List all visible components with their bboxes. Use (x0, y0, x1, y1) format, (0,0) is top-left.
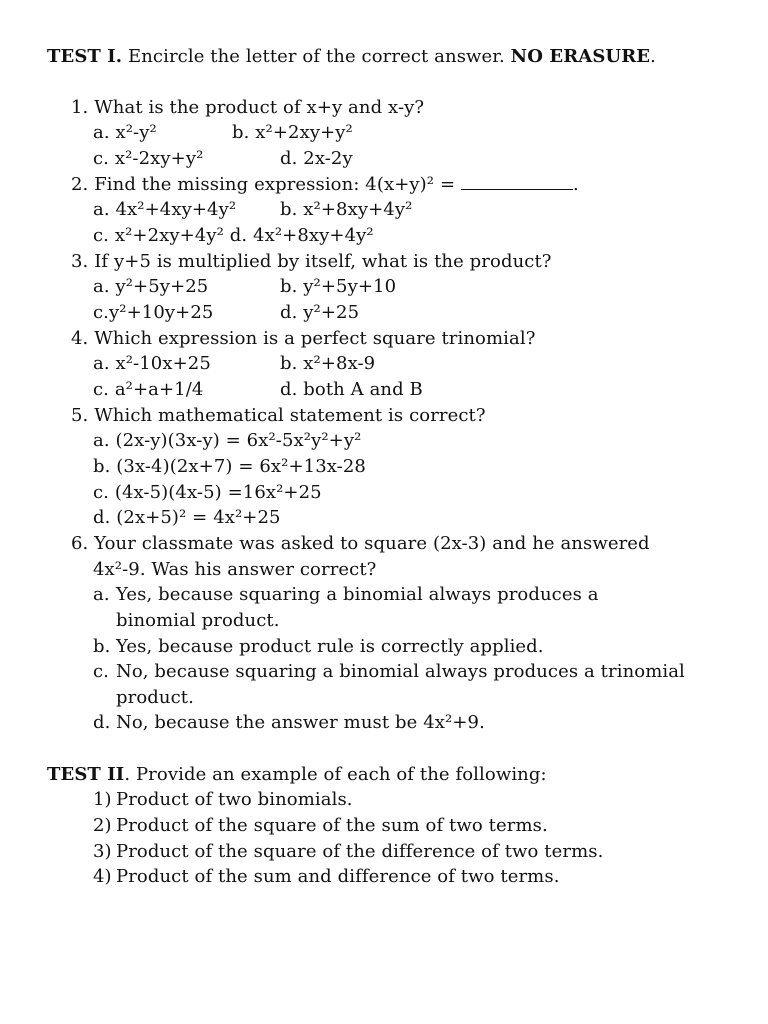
q6-option-b-line1: Yes, because product rule is correctly applied. (116, 636, 544, 657)
q6-stem-line2: 4x²-9. Was his answer correct? (93, 559, 377, 580)
q2-option-b: b. x²+8xy+4y² (280, 199, 413, 220)
q6-option-a-letter: a. (93, 584, 110, 605)
test2-item-num: 2) (93, 815, 112, 836)
q2-stem-line (71, 174, 579, 196)
test2-instruction: . Provide an example of each of the following: (124, 764, 547, 785)
q1-stem: 1. What is the product of x+y and x-y? (71, 97, 425, 118)
q3-option-d: d. y²+25 (280, 302, 360, 323)
q6-stem-line1: 6. Your classmate was asked to square (2x-3) and he answered (71, 533, 650, 554)
test2-item-text: Product of the square of the sum of two terms. (116, 815, 548, 836)
q2-answer-blank (461, 175, 573, 190)
q6-option-c-line1: No, because squaring a binomial always produces a trinomial (116, 661, 685, 682)
test2-item-text: Product of the square of the difference of two terms. (116, 841, 604, 862)
q3-option-a: a. y²+5y+25 (93, 276, 209, 297)
test1-header (47, 46, 656, 68)
q6-option-a-line1: Yes, because squaring a binomial always produces a (116, 584, 599, 605)
q4-stem: 4. Which expression is a perfect square trinomial? (71, 328, 536, 349)
q1-option-a: a. x²-y² (93, 122, 157, 143)
test2-item-num: 4) (93, 866, 112, 887)
test2-item-text: Product of two binomials. (116, 789, 353, 810)
q3-option-b: b. y²+5y+10 (280, 276, 397, 297)
q5-option-b: b. (3x-4)(2x+7) = 6x²+13x-28 (93, 456, 366, 477)
q4-option-b: b. x²+8x-9 (280, 353, 376, 374)
q1-option-c: c. x²-2xy+y² (93, 148, 204, 169)
q3-option-c: c.y²+10y+25 (93, 302, 214, 323)
q6-option-d-letter: d. (93, 712, 111, 733)
q6-option-d-line1: No, because the answer must be 4x²+9. (116, 712, 485, 733)
q2-option-c-d: c. x²+2xy+4y² d. 4x²+8xy+4y² (93, 225, 374, 246)
q6-option-c-line2: product. (116, 687, 194, 708)
test2-item-text: Product of the sum and difference of two terms. (116, 866, 560, 887)
test1-emphasis: NO ERASURE (510, 46, 651, 67)
q3-stem: 3. If y+5 is multiplied by itself, what is the product? (71, 251, 552, 272)
test1-end: . (650, 46, 656, 67)
q5-stem: 5. Which mathematical statement is correct? (71, 405, 486, 426)
q4-option-d: d. both A and B (280, 379, 423, 400)
q5-option-c: c. (4x-5)(4x-5) =16x²+25 (93, 482, 322, 503)
test1-instruction: Encircle the letter of the correct answer. (122, 46, 511, 67)
q4-option-c: c. a²+a+1/4 (93, 379, 204, 400)
test1-label: TEST I. (47, 46, 123, 67)
test2-header (47, 764, 547, 786)
q5-option-a: a. (2x-y)(3x-y) = 6x²-5x²y²+y² (93, 430, 362, 451)
q1-option-d: d. 2x-2y (280, 148, 353, 169)
q6-option-a-line2: binomial product. (116, 610, 280, 631)
q2-option-a: a. 4x²+4xy+4y² (93, 199, 237, 220)
q2-end: . (572, 174, 579, 195)
q2-stem: 2. Find the missing expression: 4(x+y)² = (71, 174, 461, 195)
test2-item-num: 1) (93, 789, 112, 810)
test2-item-num: 3) (93, 841, 112, 862)
q4-option-a: a. x²-10x+25 (93, 353, 211, 374)
q6-option-b-letter: b. (93, 636, 111, 657)
q5-option-d: d. (2x+5)² = 4x²+25 (93, 507, 281, 528)
q1-option-b: b. x²+2xy+y² (232, 122, 353, 143)
test2-label: TEST II (47, 764, 125, 785)
q6-option-c-letter: c. (93, 661, 110, 682)
